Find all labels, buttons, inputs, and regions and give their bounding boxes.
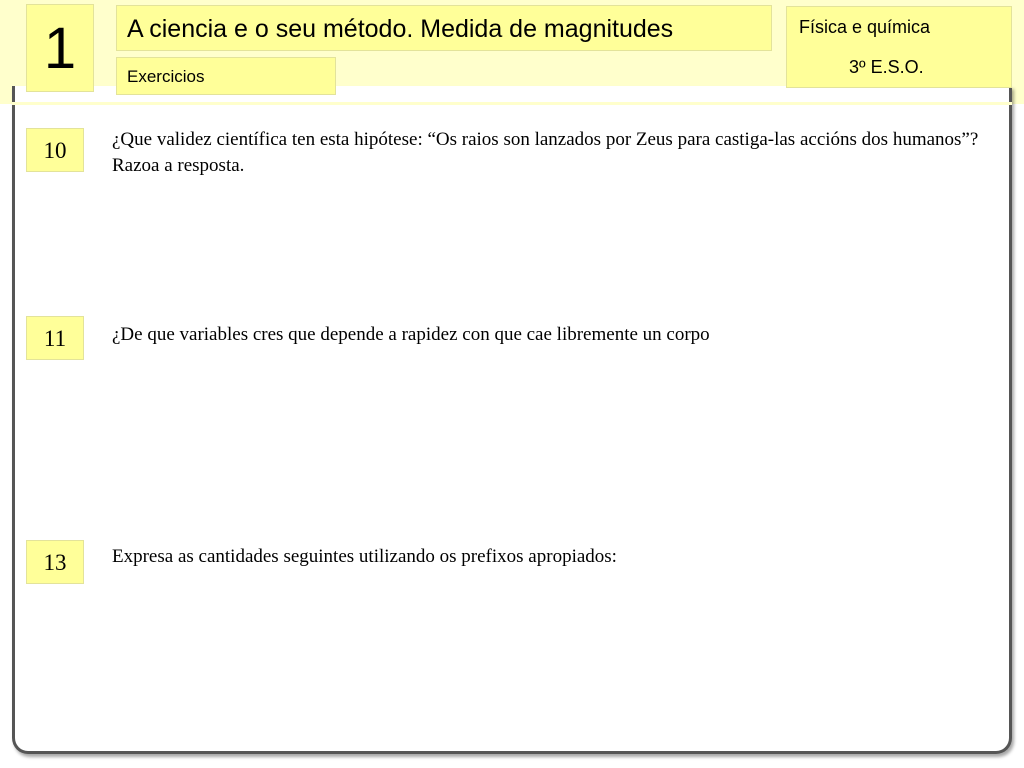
- page-title: A ciencia e o seu método. Medida de magnitudes: [116, 5, 772, 51]
- question-number-10: 10: [26, 128, 84, 172]
- content-frame: [12, 86, 1012, 754]
- question-text-11: ¿De que variables cres que depende a rapidez con que cae libremente un corpo: [112, 324, 710, 345]
- unit-number: 1: [26, 4, 94, 92]
- course-info: [786, 6, 1012, 88]
- frame-top-mask: [12, 102, 1012, 105]
- question-text-10: ¿Que validez científica ten esta hipótese: “Os raios son lanzados por Zeus para castiga-las accións dos humanos”? Razoa a resposta.: [112, 129, 979, 176]
- grade-label: 3º E.S.O.: [849, 57, 924, 77]
- subject-label: Física e química: [799, 17, 931, 37]
- question-text-13: Expresa as cantidades seguintes utilizando os prefixos apropiados:: [112, 546, 617, 567]
- question-number-11: 11: [26, 316, 84, 360]
- question-number-13: 13: [26, 540, 84, 584]
- page-subtitle: Exercicios: [116, 57, 336, 95]
